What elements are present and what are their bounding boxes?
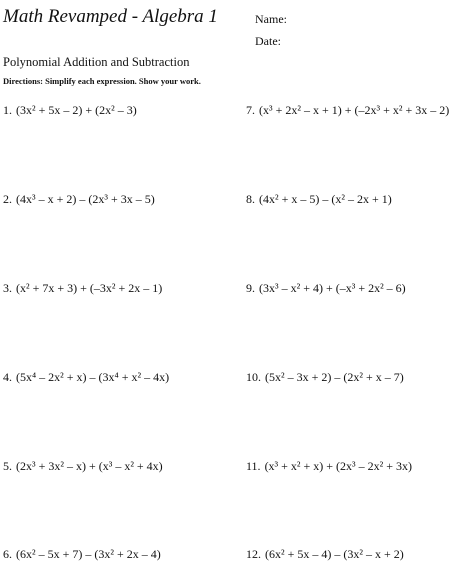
problem-number: 10.	[246, 370, 261, 384]
problem-2	[3, 192, 155, 207]
date-label: Date:	[255, 34, 281, 48]
problem-expression: (x³ + x² + x) + (2x³ – 2x² + 3x)	[264, 459, 413, 473]
problem-9	[246, 281, 406, 296]
problem-expression: (x³ + 2x² – x + 1) + (–2x³ + x² + 3x – 2)	[259, 103, 450, 117]
problem-number: 8.	[246, 192, 255, 206]
worksheet-subtitle: Polynomial Addition and Subtraction	[3, 55, 190, 69]
problem-1	[3, 103, 137, 118]
problem-expression: (2x³ + 3x² – x) + (x³ – x² + 4x)	[16, 459, 163, 473]
problem-10	[246, 370, 404, 385]
problem-number: 11.	[246, 459, 261, 473]
problem-number: 3.	[3, 281, 12, 295]
problem-expression: (4x² + x – 5) – (x² – 2x + 1)	[259, 192, 392, 206]
problem-expression: (x² + 7x + 3) + (–3x² + 2x – 1)	[16, 281, 163, 295]
problem-expression: (3x³ – x² + 4) + (–x³ + 2x² – 6)	[259, 281, 406, 295]
problem-6	[3, 547, 161, 562]
problem-number: 9.	[246, 281, 255, 295]
problem-7	[246, 103, 449, 118]
worksheet-title: Math Revamped - Algebra 1	[3, 6, 218, 27]
problem-3	[3, 281, 162, 296]
problem-12	[246, 547, 404, 562]
problem-expression: (6x² + 5x – 4) – (3x² – x + 2)	[265, 547, 404, 561]
problem-number: 12.	[246, 547, 261, 561]
problem-5	[3, 459, 163, 474]
problem-number: 5.	[3, 459, 12, 473]
problem-number: 7.	[246, 103, 255, 117]
problem-number: 2.	[3, 192, 12, 206]
problem-expression: (6x² – 5x + 7) – (3x² + 2x – 4)	[16, 547, 161, 561]
problem-4	[3, 370, 169, 385]
directions-text: Directions: Simplify each expression. Show your work.	[3, 76, 201, 86]
problem-expression: (5x² – 3x + 2) – (2x² + x – 7)	[265, 370, 404, 384]
problem-number: 1.	[3, 103, 12, 117]
problem-expression: (4x³ – x + 2) – (2x³ + 3x – 5)	[16, 192, 155, 206]
problem-expression: (3x² + 5x – 2) + (2x² – 3)	[16, 103, 137, 117]
problem-8	[246, 192, 392, 207]
problem-expression: (5x⁴ – 2x² + x) – (3x⁴ + x² – 4x)	[16, 370, 170, 384]
problem-11	[246, 459, 412, 474]
name-label: Name:	[255, 12, 287, 26]
problem-number: 4.	[3, 370, 12, 384]
problem-number: 6.	[3, 547, 12, 561]
